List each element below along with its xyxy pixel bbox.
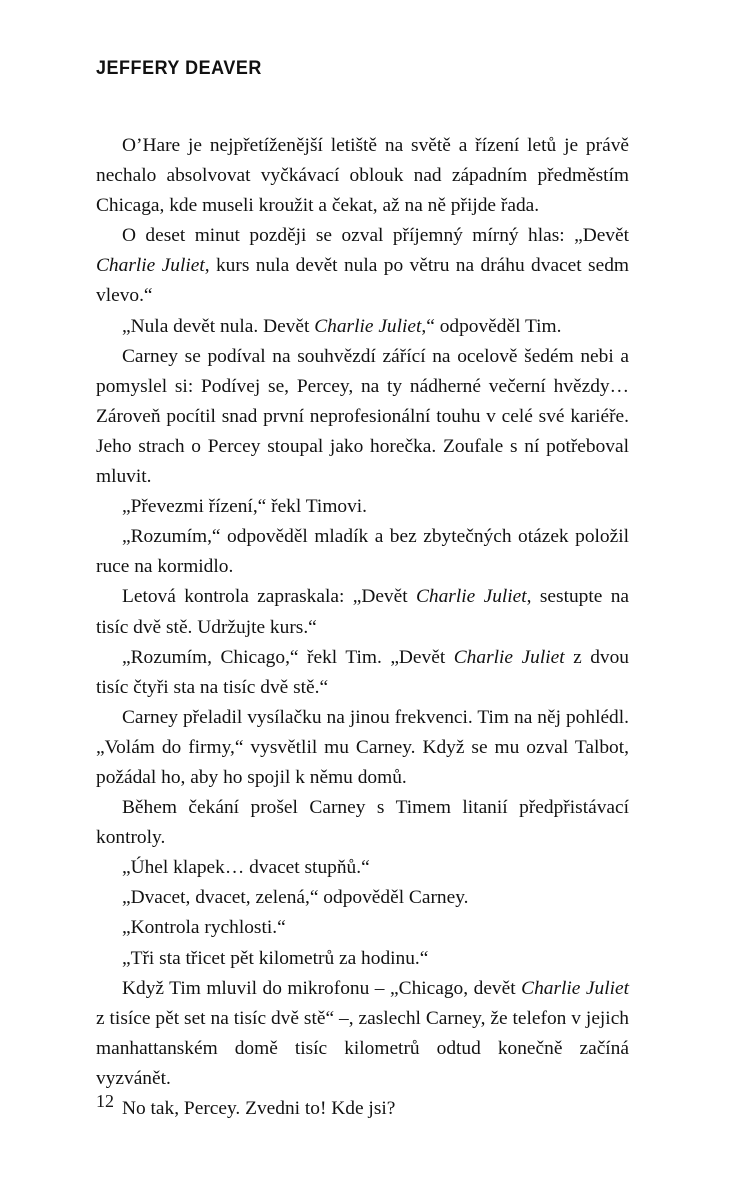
paragraph-text: „Rozumím,“ odpověděl mladík a bez zbytečných otázek položil ruce na kormidlo. xyxy=(96,526,629,578)
paragraph xyxy=(96,492,629,522)
italic-callsign: Charlie Juliet xyxy=(453,646,565,668)
paragraph-tail: , kurs nula devět nula po větru na dráhu dvacet sedm vlevo.“ xyxy=(96,255,629,307)
paragraph xyxy=(96,342,629,492)
paragraph-tail: , sestupte na tisíc dvě stě. Udržujte kurs.“ xyxy=(96,586,630,638)
running-head: JEFFERY DEAVER xyxy=(96,57,262,79)
paragraph-tail: ,“ odpověděl Tim. xyxy=(421,315,562,337)
paragraph-lead: „Nula devět nula. Devět xyxy=(122,315,315,337)
paragraph-text: No tak, Percey. Zvedni to! Kde jsi? xyxy=(122,1098,396,1119)
paragraph-text: „Převezmi řízení,“ řekl Timovi. xyxy=(122,496,368,518)
paragraph-tail: z dvou tisíc čtyři sta na tisíc dvě stě.“ xyxy=(96,646,630,698)
body-text xyxy=(96,131,629,1124)
paragraph-text: O’Hare je nejpřetíženější letiště na světě a řízení letů je právě nechalo absolvovat vyčkávací oblouk nad západním předměstím Chicaga, kde museli kroužit a čekat, až na ně přijde řada. xyxy=(96,135,629,217)
paragraph xyxy=(96,312,629,342)
paragraph xyxy=(96,703,629,793)
paragraph xyxy=(96,974,629,1094)
paragraph xyxy=(96,793,629,853)
paragraph xyxy=(96,522,629,582)
paragraph-text: „Tři sta třicet pět kilometrů za hodinu.“ xyxy=(122,947,429,969)
paragraph xyxy=(96,913,629,943)
paragraph-text: „Dvacet, dvacet, zelená,“ odpověděl Carney. xyxy=(122,887,469,909)
italic-callsign: Charlie Juliet xyxy=(314,315,422,337)
italic-callsign: Charlie Juliet xyxy=(415,586,527,608)
paragraph xyxy=(96,131,629,221)
page-number: 12 xyxy=(96,1091,114,1111)
paragraph-lead: Letová kontrola zapraskala: „Devět xyxy=(122,586,416,608)
paragraph xyxy=(96,883,629,913)
paragraph xyxy=(96,643,629,703)
italic-callsign: Charlie Juliet xyxy=(96,255,205,277)
paragraph-tail: z tisíce pět set na tisíc dvě stě“ –, zaslechl Carney, že telefon v jejich manhattanském domě tisíc kilometrů odtud konečně začíná vyzvánět. xyxy=(96,1007,629,1089)
paragraph-lead: Když Tim mluvil do mikrofonu – „Chicago, devět xyxy=(122,977,522,999)
paragraph-lead: „Rozumím, Chicago,“ řekl Tim. „Devět xyxy=(122,646,454,668)
paragraph xyxy=(96,853,629,883)
italic-callsign: Charlie Juliet xyxy=(521,977,630,999)
paragraph-text: „Kontrola rychlosti.“ xyxy=(122,917,286,939)
paragraph xyxy=(96,1091,629,1124)
paragraph-text: Carney přeladil vysílačku na jinou frekvenci. Tim na něj pohlédl. „Volám do firmy,“ vysvětlil mu Carney. Když se mu ozval Talbot, požádal ho, aby ho spojil k němu domů. xyxy=(96,706,629,788)
paragraph-lead: O deset minut později se ozval příjemný mírný hlas: „Devět xyxy=(122,225,629,247)
paragraph xyxy=(96,221,629,311)
paragraph-text: „Úhel klapek… dvacet stupňů.“ xyxy=(122,857,370,879)
paragraph-text: Carney se podíval na souhvězdí zářící na ocelově šedém nebi a pomyslel si: Podívej se, Percey, na ty nádherné večerní hvězdy… Zároveň pocítil snad první neprofesionální touhu v celé své kariéře. Jeho strach o Percey stoupal jako horečka. Zoufale s ní potřeboval mluvit. xyxy=(96,345,629,488)
paragraph-text: Během čekání prošel Carney s Timem litanií předpřistávací kontroly. xyxy=(96,797,629,849)
paragraph xyxy=(96,582,629,642)
paragraph xyxy=(96,944,629,974)
